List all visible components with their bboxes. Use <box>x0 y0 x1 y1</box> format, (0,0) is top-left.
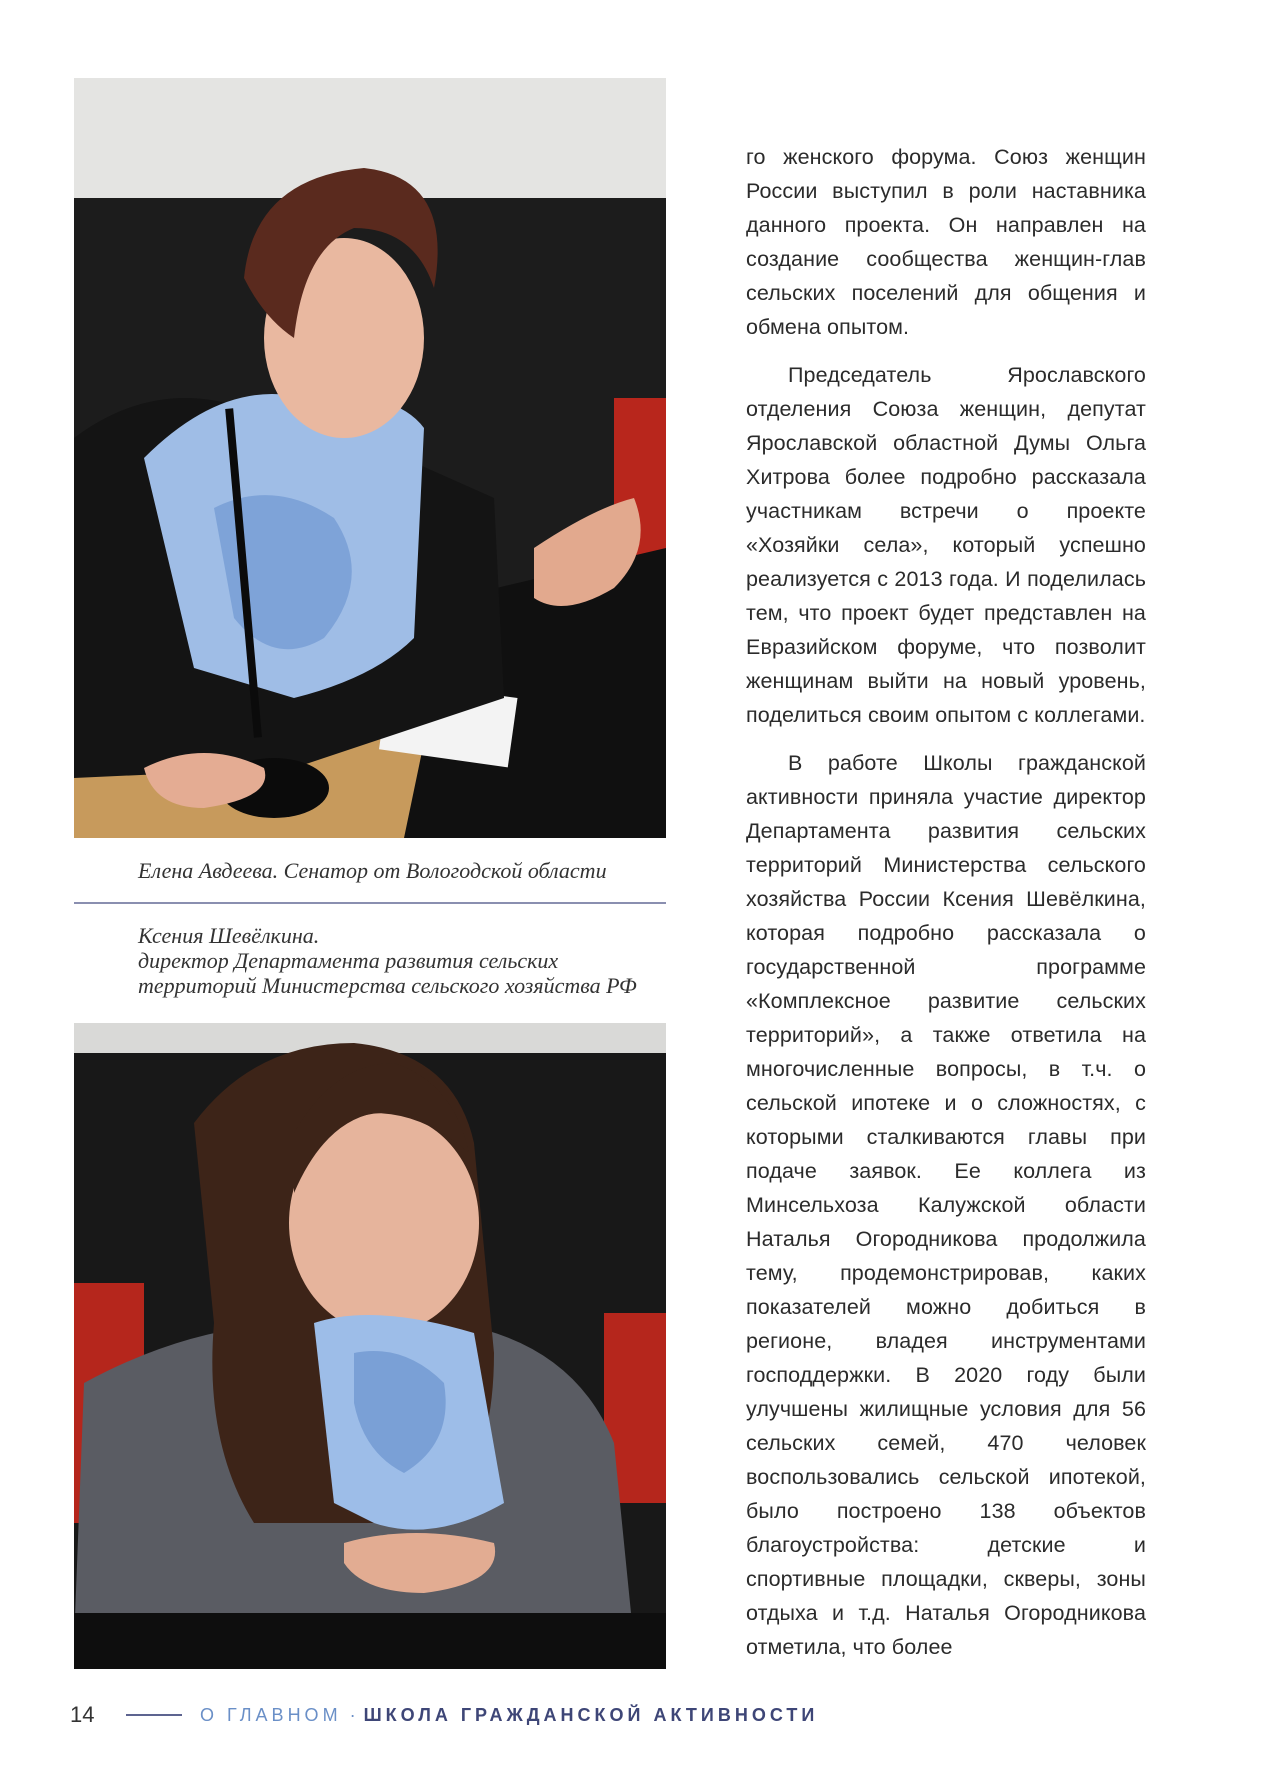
article-paragraph: го женского форума. Союз женщин России выступил в роли наставника данного проекта. Он направлен на создание сообщества женщин-глав сельских поселений для общения и обмена опытом. <box>746 145 1146 339</box>
section-title: О ГЛАВНОМ <box>200 1704 342 1725</box>
photo-caption-director <box>138 923 678 998</box>
caption-name: Ксения Шевёлкина. <box>138 923 320 948</box>
caption-line: директор Департамента развития сельских <box>138 948 559 973</box>
photo-director <box>74 1023 666 1669</box>
caption-divider <box>74 902 666 904</box>
page-footer <box>70 1700 1216 1730</box>
article-paragraph: Председатель Ярославского отделения Союза женщин, депутат Ярославской областной Думы Ольга Хитрова более подробно рассказала участникам встречи о проекте «Хозяйки села», который успешно реализуется с 2013 года. И поделилась тем, что проект будет представлен на Евразийском форуме, что позволит женщинам выйти на новый уровень, поделиться своим опытом с коллегами. <box>746 363 1146 727</box>
photo-caption-senator: Елена Авдеева. Сенатор от Вологодской области <box>138 858 607 883</box>
article-paragraph: В работе Школы гражданской активности приняла участие директор Департамента развития сельских территорий Министерства сельского хозяйства России Ксения Шевёлкина, которая подробно рассказала о государственной программе «Комплексное развитие сельских территорий», а также ответила на многочисленные вопросы, в т.ч. о сельской ипотеке и о сложностях, с которыми сталкиваются главы при подаче заявок. Ее коллега из Минсельхоза Калужской области Наталья Огородникова продолжила тему, продемонстрировав, каких показателей можно добиться в регионе, владея инструментами господдержки. В 2020 году были улучшены жилищные условия для 56 сельских семей, 470 человек воспользовались сельской ипотекой, было построено 138 объектов благоустройства: детские и спортивные площадки, скверы, зоны отдыха и т.д. Наталья Огородникова отметила, что более <box>746 751 1146 1659</box>
article-body <box>746 140 1146 1678</box>
caption-line: территорий Министерства сельского хозяйства РФ <box>138 973 637 998</box>
subsection-title: ШКОЛА ГРАЖДАНСКОЙ АКТИВНОСТИ <box>363 1704 819 1725</box>
photo-senator <box>74 78 666 838</box>
section-separator: · <box>349 1704 356 1725</box>
page-number: 14 <box>70 1702 95 1727</box>
footer-line <box>126 1714 182 1716</box>
photo-senator-image <box>74 78 666 838</box>
photo-director-image <box>74 1023 666 1669</box>
